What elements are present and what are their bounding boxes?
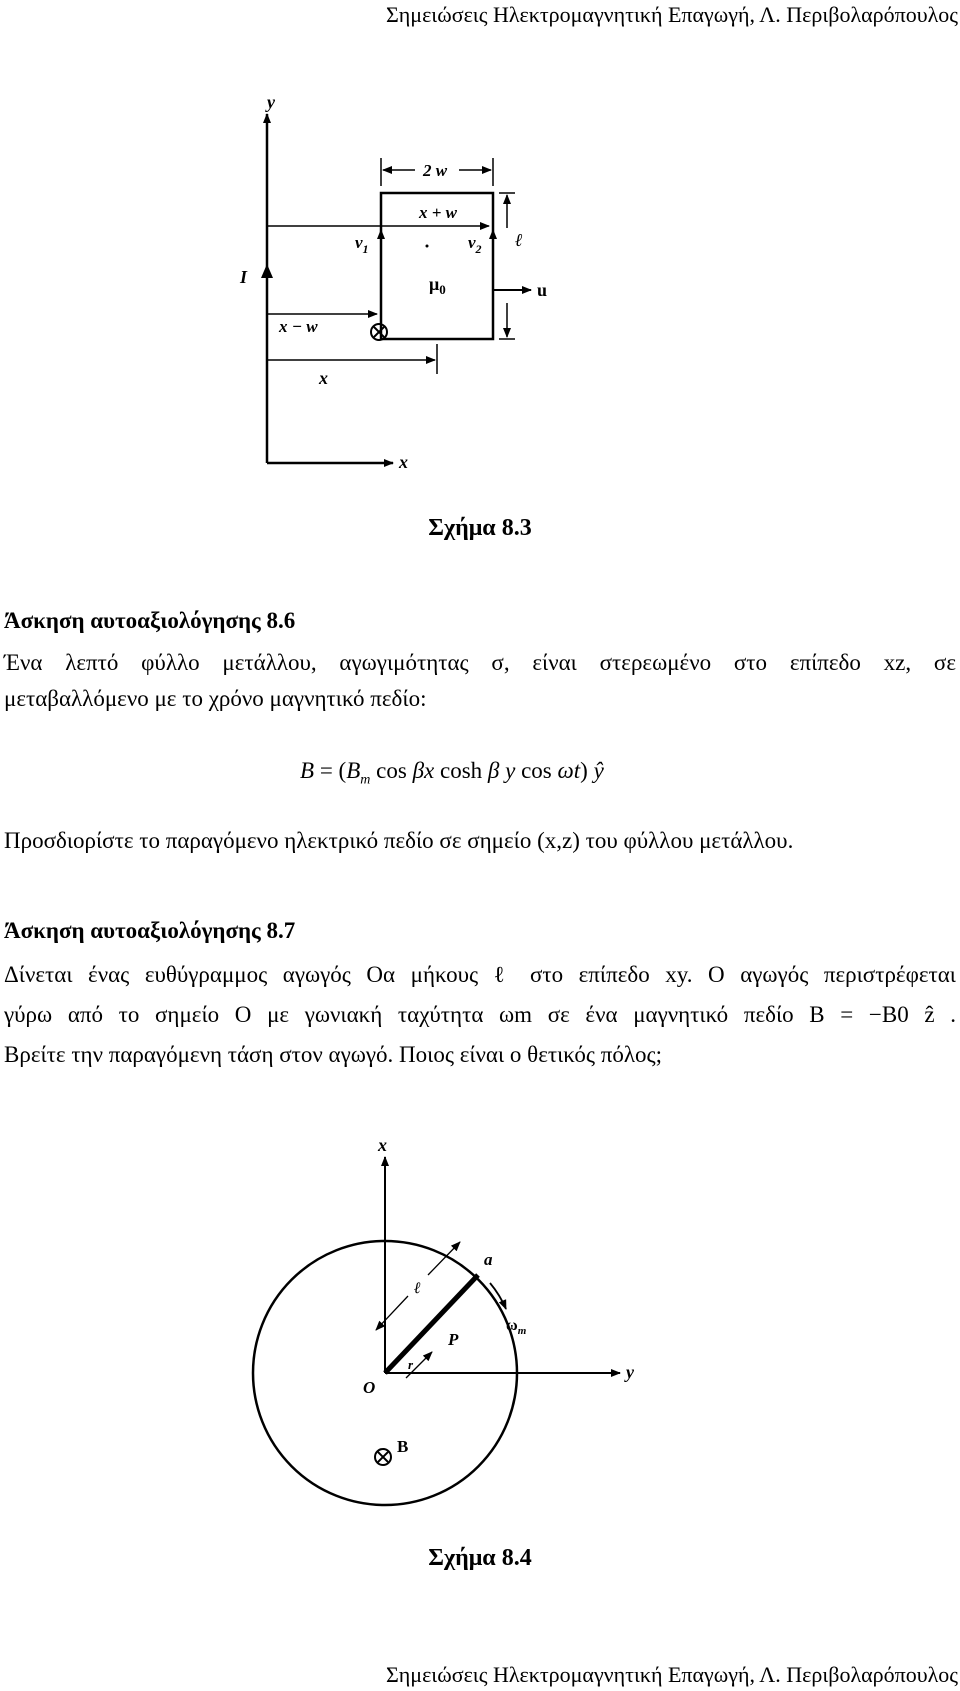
omega-label: $\omega_m$ xyxy=(506,1317,527,1337)
exercise-8-7-line1: Δίνεται ένας ευθύγραμμος αγωγός Οα μήκους ℓ στο επίπεδο xy. Ο αγωγός περιστρέφεται xyxy=(4,962,956,987)
ell-label: ℓ xyxy=(515,230,523,250)
v1-label: $v_1$ xyxy=(355,233,369,256)
b-field-into-page-icon xyxy=(375,1449,391,1465)
current-label: I xyxy=(240,267,248,287)
exercise-8-6-question: Προσδιορίστε το παραγόμενο ηλεκτρικό πεδίο σε σημείο (x,z) του φύλλου μετάλλου. xyxy=(4,828,794,853)
field-equation: $B = (B_m$ cos βx cosh β y cos ωt) ŷ xyxy=(300,758,604,788)
conductor-rod xyxy=(385,1275,478,1373)
exercise-8-7-line3: Βρείτε την παραγόμενη τάση στον αγωγό. Ποιος είναι ο θετικός πόλος; xyxy=(4,1042,662,1067)
two-w-label: 2 w xyxy=(423,161,448,180)
figure-8-4-caption: Σχήμα 8.4 xyxy=(428,1545,532,1571)
origin-label: O xyxy=(363,1378,376,1397)
b-field-into-page-icon xyxy=(371,324,387,340)
mu0-label: $\mu_0$ xyxy=(429,274,446,297)
x-plus-w-label: x + w xyxy=(419,203,458,222)
a-label: a xyxy=(484,1250,493,1269)
r-label: r xyxy=(408,1357,414,1372)
exercise-8-6-heading: Άσκηση αυτοαξιολόγησης 8.6 xyxy=(4,608,296,633)
ell-label: ℓ xyxy=(414,1280,421,1297)
p-label: P xyxy=(448,1330,459,1349)
u-label: u xyxy=(537,280,548,300)
exercise-8-6-text xyxy=(4,645,956,717)
figure-8-3-caption: Σχήμα 8.3 xyxy=(428,515,532,541)
exercise-8-6-line1: Ένα λεπτό φύλλο μετάλλου, αγωγιμότητας σ, είναι στερεωμένο στο επίπεδο xz, σε xyxy=(4,650,956,675)
exercise-8-7-heading: Άσκηση αυτοαξιολόγησης 8.7 xyxy=(4,918,296,943)
page-header: Σημειώσεις Ηλεκτρομαγνητική Επαγωγή, Λ. Περιβολαρόπουλος xyxy=(385,2,958,27)
x-axis-label: x xyxy=(399,452,408,472)
y-axis-label: y xyxy=(626,1362,634,1382)
page-footer: Σημειώσεις Ηλεκτρομαγνητική Επαγωγή, Λ. Περιβολαρόπουλος xyxy=(385,1662,958,1687)
figure-8-3 xyxy=(215,78,745,498)
exercise-8-7-line2: γύρω από το σημείο O με γωνιακή ταχύτητα ωm σε ένα μαγνητικό πεδίο B = −B0 ẑ . xyxy=(4,1002,956,1027)
x-minus-w-label: x − w xyxy=(279,317,318,336)
x-axis-label: x xyxy=(378,1135,387,1155)
v2-label: $v_2$ xyxy=(468,233,482,256)
b-label: B xyxy=(397,1437,409,1456)
exercise-8-6-line2: μεταβαλλόμενο με το χρόνο μαγνητικό πεδίο: xyxy=(4,686,427,711)
current-arrow xyxy=(261,264,273,278)
x-distance-label: x xyxy=(319,368,328,388)
exercise-8-7-text xyxy=(4,955,956,1075)
y-axis-label: y xyxy=(267,92,275,112)
figure-8-4 xyxy=(170,1125,790,1525)
